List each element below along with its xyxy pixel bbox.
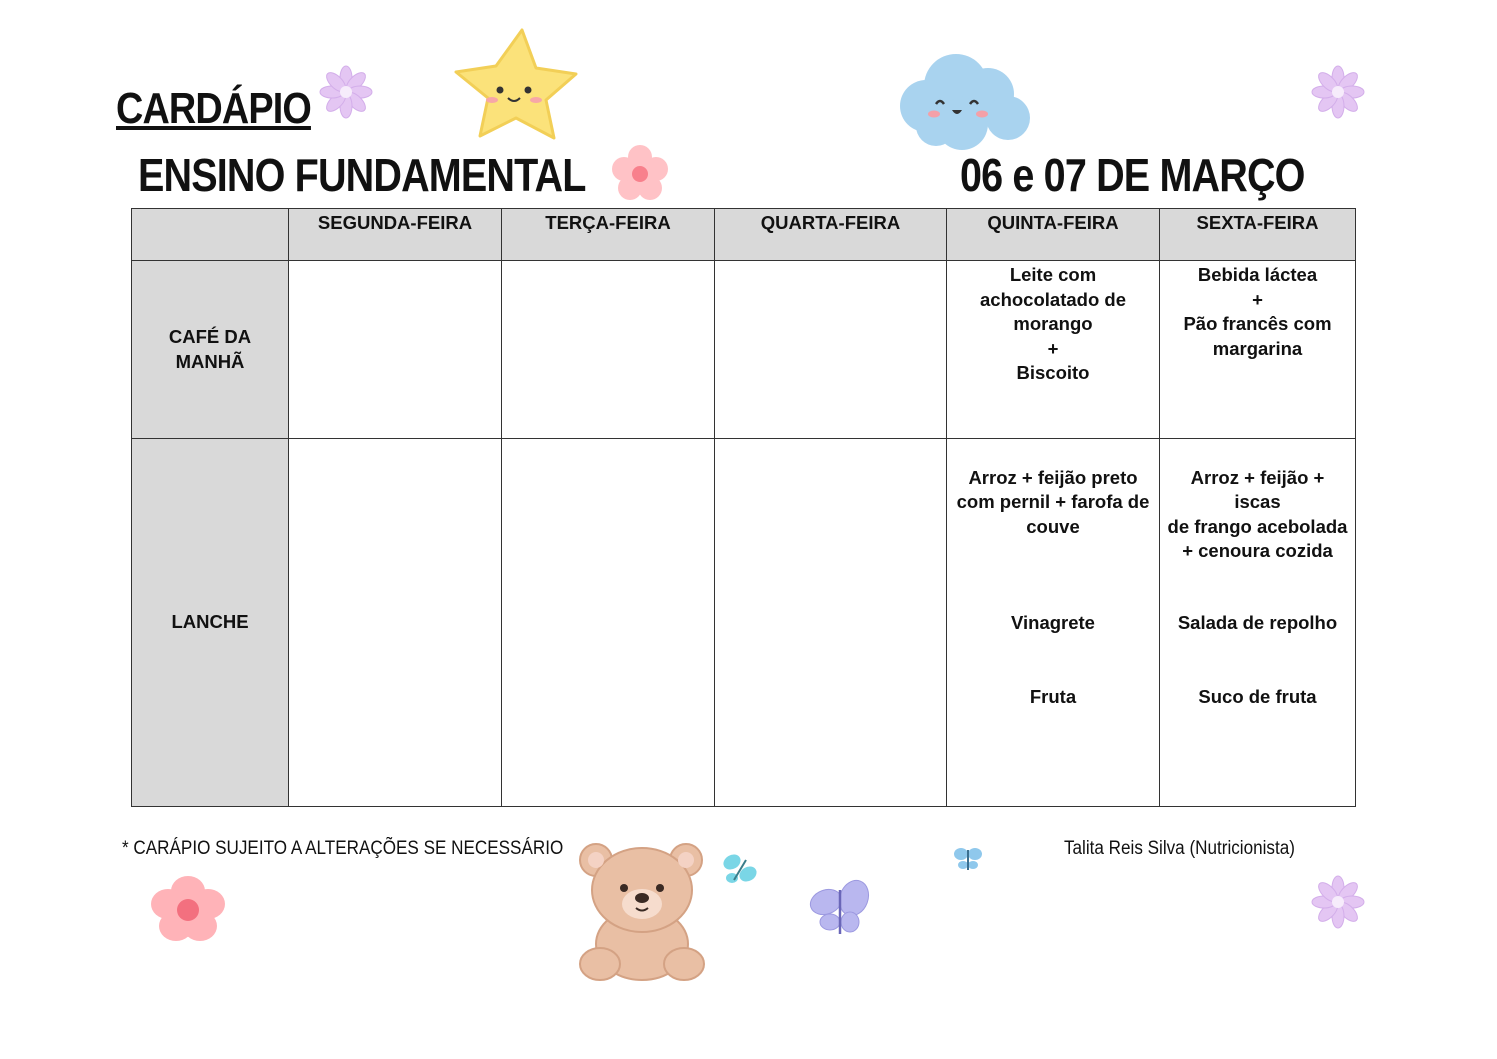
lunch-thursday-cell (947, 439, 1160, 807)
page-subtitle: ENSINO FUNDAMENTAL (138, 149, 586, 201)
butterfly-icon (952, 842, 984, 874)
lunch-wednesday-cell (715, 439, 947, 807)
column-header-empty (132, 209, 289, 261)
breakfast-wednesday-cell (715, 261, 947, 439)
footer-disclaimer: * CARÁPIO SUJEITO A ALTERAÇÕES SE NECESSÁRIO (122, 838, 564, 859)
nutritionist-signature: Talita Reis Silva (Nutricionista) (1064, 838, 1295, 859)
star-icon (450, 24, 580, 142)
lunch-tuesday-cell (502, 439, 715, 807)
column-header-friday: SEXTA-FEIRA (1160, 209, 1356, 261)
lilac-flower-icon (318, 64, 374, 120)
lunch-thursday-main: Arroz + feijão preto com pernil + farofa de couve (956, 466, 1150, 537)
breakfast-monday-text (289, 261, 501, 263)
breakfast-friday-cell (1160, 261, 1356, 439)
breakfast-thursday-cell (947, 261, 1160, 439)
breakfast-friday-text: Bebida láctea + Pão francês com margarina (1183, 264, 1332, 359)
table-row-breakfast (132, 261, 1356, 439)
lunch-monday-cell (289, 439, 502, 807)
teddy-bear-icon (572, 836, 712, 984)
cloud-icon (896, 46, 1036, 152)
column-header-wednesday: QUARTA-FEIRA (715, 209, 947, 261)
breakfast-thursday-text: Leite com achocolatado de morango + Biscoito (980, 264, 1126, 383)
table-row-lunch (132, 439, 1356, 807)
lunch-friday-main: Arroz + feijão + iscas de frango acebolada + cenoura cozida (1167, 466, 1348, 561)
pink-flower-icon (144, 874, 232, 946)
lunch-thursday-side: Vinagrete (1011, 612, 1095, 633)
row-header-breakfast: CAFÉ DA MANHÃ (132, 261, 289, 439)
pink-flower-icon (606, 140, 674, 208)
breakfast-monday-cell (289, 261, 502, 439)
butterfly-icon (806, 876, 874, 940)
lunch-friday-side: Salada de repolho (1177, 612, 1338, 633)
menu-table (131, 208, 1356, 807)
row-header-lunch: LANCHE (132, 439, 289, 807)
breakfast-tuesday-text (502, 261, 714, 263)
lunch-friday-cell (1160, 439, 1356, 807)
column-header-tuesday: TERÇA-FEIRA (502, 209, 715, 261)
breakfast-tuesday-cell (502, 261, 715, 439)
breakfast-wednesday-text (715, 261, 946, 263)
column-header-thursday: QUINTA-FEIRA (947, 209, 1160, 261)
table-header-row (132, 209, 1356, 261)
lilac-flower-icon (1310, 64, 1366, 120)
lunch-friday-dessert: Suco de fruta (1198, 686, 1317, 707)
lunch-thursday-dessert: Fruta (1029, 686, 1077, 707)
column-header-monday: SEGUNDA-FEIRA (289, 209, 502, 261)
butterfly-icon (720, 850, 760, 890)
menu-date: 06 e 07 DE MARÇO (960, 149, 1305, 201)
lilac-flower-icon (1310, 874, 1366, 930)
page-title: CARDÁPIO (116, 84, 311, 133)
